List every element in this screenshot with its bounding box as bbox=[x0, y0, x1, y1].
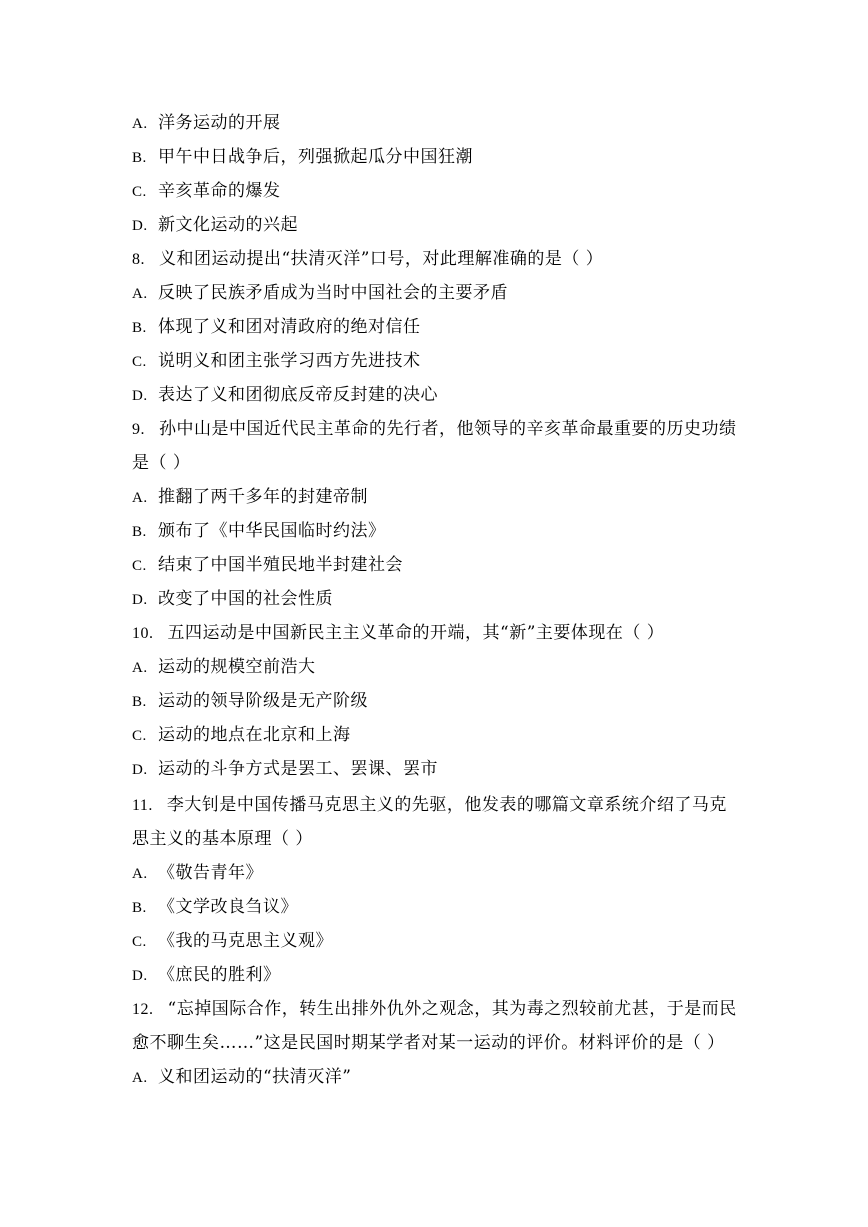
option-letter: A. bbox=[132, 866, 148, 882]
question-text: 孙中山是中国近代民主革命的先行者，他领导的辛亥革命最重要的历史功绩 bbox=[159, 419, 737, 439]
option-text: 运动的领导阶级是无产阶级 bbox=[158, 691, 368, 711]
q7-option-d bbox=[132, 214, 298, 237]
q11-stem-line2 bbox=[132, 828, 313, 850]
option-letter: C. bbox=[132, 728, 147, 744]
q8-stem bbox=[132, 248, 603, 271]
option-letter: B. bbox=[132, 150, 147, 166]
q7-option-b bbox=[132, 146, 473, 169]
q8-option-c bbox=[132, 350, 421, 373]
option-letter: B. bbox=[132, 900, 147, 916]
q7-option-c bbox=[132, 180, 281, 203]
option-text: 甲午中日战争后，列强掀起瓜分中国狂潮 bbox=[158, 147, 473, 167]
option-letter: A. bbox=[132, 286, 148, 302]
option-letter: C. bbox=[132, 354, 147, 370]
option-text: 说明义和团主张学习西方先进技术 bbox=[158, 351, 421, 371]
option-text: 反映了民族矛盾成为当时中国社会的主要矛盾 bbox=[158, 283, 508, 303]
option-text: 结束了中国半殖民地半封建社会 bbox=[158, 555, 403, 575]
option-letter: D. bbox=[132, 218, 148, 234]
option-letter: A. bbox=[132, 490, 148, 506]
q9-option-b bbox=[132, 520, 386, 543]
option-text: 运动的地点在北京和上海 bbox=[158, 725, 351, 745]
option-text: 新文化运动的兴起 bbox=[158, 215, 298, 235]
q9-stem-line1 bbox=[132, 418, 737, 441]
option-text: 推翻了两千多年的封建帝制 bbox=[158, 487, 368, 507]
option-text: 洋务运动的开展 bbox=[158, 113, 281, 133]
option-letter: B. bbox=[132, 320, 147, 336]
option-text: 颁布了《中华民国临时约法》 bbox=[158, 521, 386, 541]
option-text: 《我的马克思主义观》 bbox=[158, 931, 333, 951]
q12-stem-line1 bbox=[132, 998, 737, 1021]
option-letter: A. bbox=[132, 116, 148, 132]
question-text: 义和团运动提出“扶清灭洋”口号，对此理解准确的是（ ） bbox=[159, 249, 604, 269]
question-number: 11. bbox=[132, 797, 153, 814]
q12-stem-line2 bbox=[132, 1032, 725, 1054]
q10-stem bbox=[132, 622, 664, 645]
question-text: 五四运动是中国新民主主义革命的开端，其“新”主要体现在（ ） bbox=[167, 623, 665, 643]
option-text: 体现了义和团对清政府的绝对信任 bbox=[158, 317, 421, 337]
q10-option-c bbox=[132, 724, 351, 747]
q11-option-d bbox=[132, 964, 281, 987]
question-text: “忘掉国际合作，转生出排外仇外之观念，其为毒之烈较前尤甚，于是而民 bbox=[167, 999, 737, 1019]
option-text: 《文学改良刍议》 bbox=[158, 897, 298, 917]
option-letter: C. bbox=[132, 934, 147, 950]
option-text: 运动的规模空前浩大 bbox=[158, 657, 316, 677]
question-number: 12. bbox=[132, 1001, 154, 1018]
option-text: 辛亥革命的爆发 bbox=[158, 181, 281, 201]
option-letter: C. bbox=[132, 184, 147, 200]
option-letter: C. bbox=[132, 558, 147, 574]
option-text: 表达了义和团彻底反帝反封建的决心 bbox=[158, 385, 438, 405]
q11-option-c bbox=[132, 930, 333, 953]
question-text: 是（ ） bbox=[132, 453, 191, 473]
q12-option-a bbox=[132, 1066, 351, 1089]
q8-option-b bbox=[132, 316, 421, 339]
question-text: 愈不聊生矣……”这是民国时期某学者对某一运动的评价。材料评价的是（ ） bbox=[132, 1033, 725, 1053]
q7-option-a bbox=[132, 112, 281, 135]
question-text: 思主义的基本原理（ ） bbox=[132, 829, 313, 849]
q8-option-d bbox=[132, 384, 438, 407]
q9-option-d bbox=[132, 588, 333, 611]
q10-option-d bbox=[132, 758, 438, 781]
question-number: 8. bbox=[132, 251, 145, 268]
option-text: 运动的斗争方式是罢工、罢课、罢市 bbox=[158, 759, 438, 779]
question-text: 李大钊是中国传播马克思主义的先驱，他发表的哪篇文章系统介绍了马克 bbox=[166, 795, 727, 815]
option-letter: D. bbox=[132, 388, 148, 404]
q8-option-a bbox=[132, 282, 508, 305]
question-number: 10. bbox=[132, 625, 154, 642]
q11-stem-line1 bbox=[132, 794, 727, 817]
option-letter: B. bbox=[132, 524, 147, 540]
option-text: 改变了中国的社会性质 bbox=[158, 589, 333, 609]
option-letter: A. bbox=[132, 1070, 148, 1086]
option-text: 义和团运动的“扶清灭洋” bbox=[158, 1067, 352, 1087]
option-letter: D. bbox=[132, 968, 148, 984]
q11-option-a bbox=[132, 862, 263, 885]
q10-option-a bbox=[132, 656, 316, 679]
q9-stem-line2 bbox=[132, 452, 190, 474]
option-letter: A. bbox=[132, 660, 148, 676]
option-text: 《庶民的胜利》 bbox=[158, 965, 281, 985]
q9-option-a bbox=[132, 486, 368, 509]
question-number: 9. bbox=[132, 421, 145, 438]
option-letter: D. bbox=[132, 592, 148, 608]
option-letter: D. bbox=[132, 762, 148, 778]
q10-option-b bbox=[132, 690, 368, 713]
q9-option-c bbox=[132, 554, 403, 577]
q11-option-b bbox=[132, 896, 298, 919]
option-text: 《敬告青年》 bbox=[158, 863, 263, 883]
option-letter: B. bbox=[132, 694, 147, 710]
